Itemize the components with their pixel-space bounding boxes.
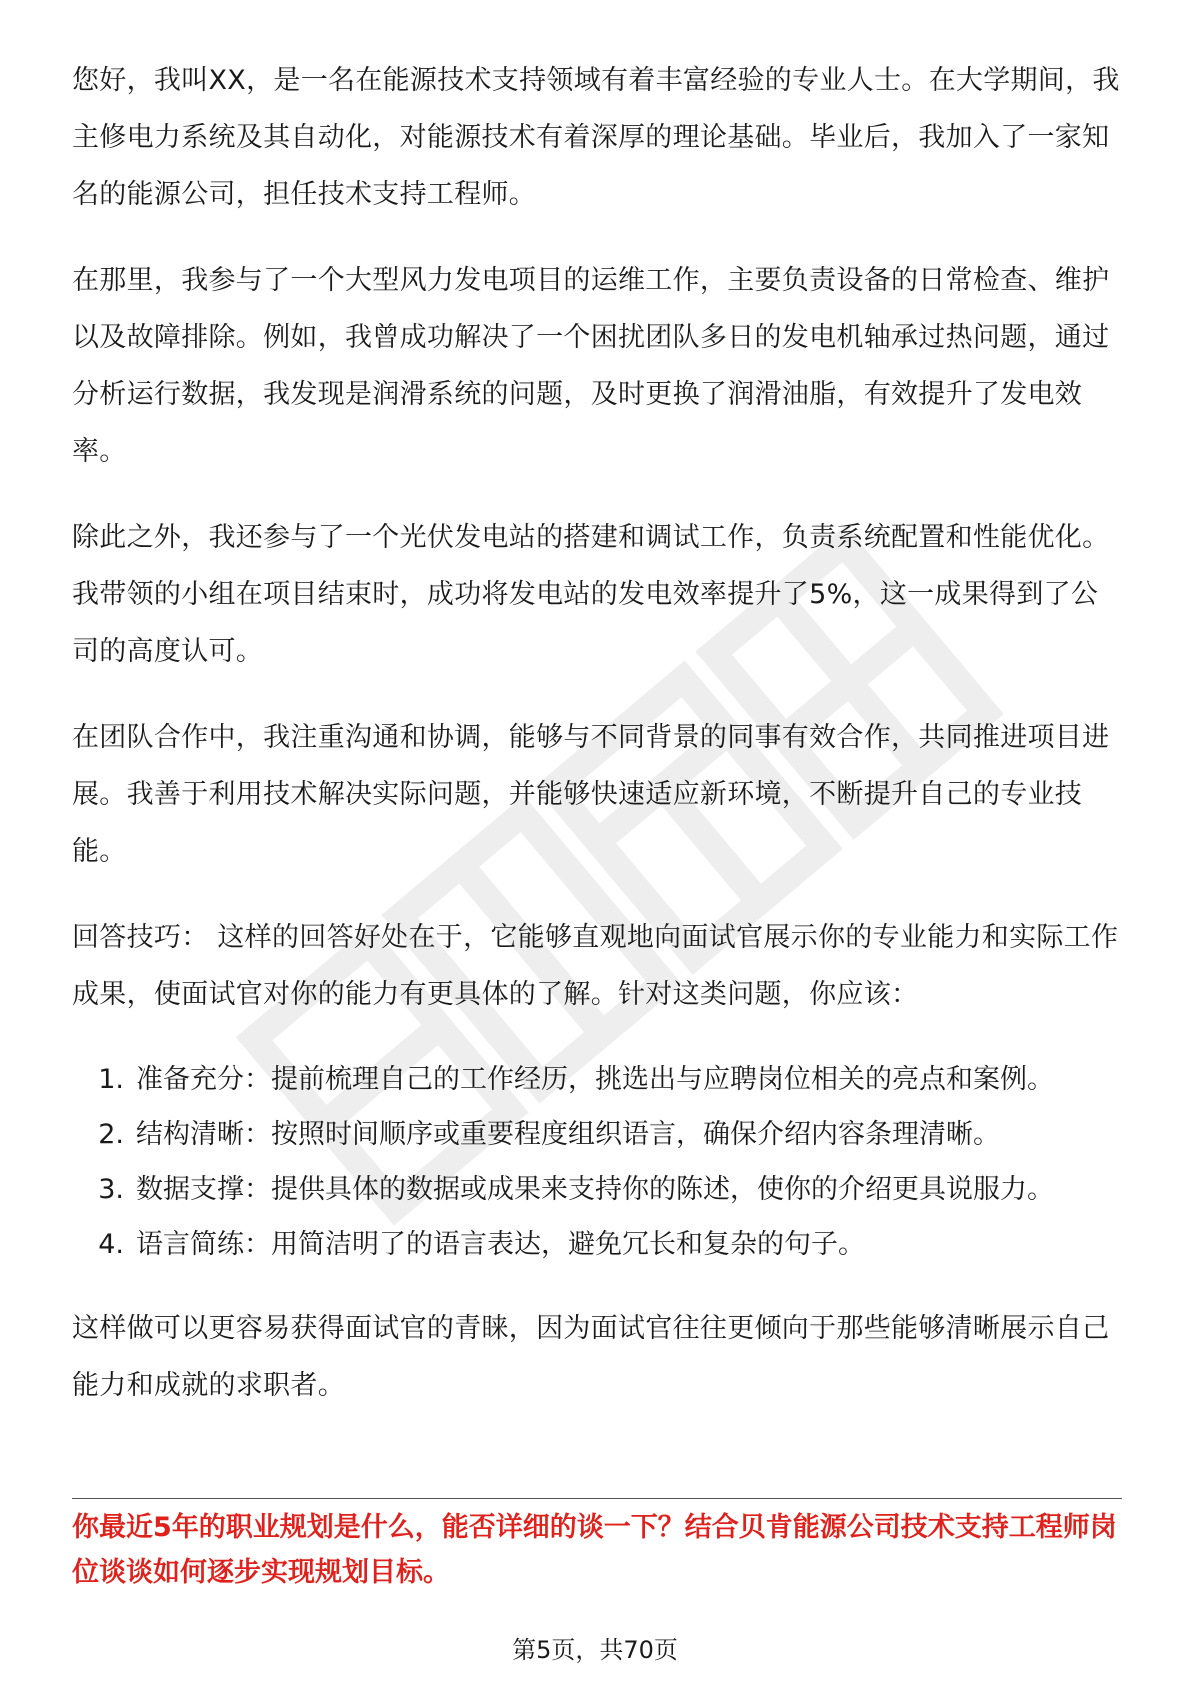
list-item	[72, 1052, 1122, 1107]
list-item	[72, 1217, 1122, 1272]
list-item	[72, 1162, 1122, 1217]
teamwork-paragraph: 在团队合作中，我注重沟通和协调，能够与不同背景的同事有效合作，共同推进项目进展。我善于利用技术解决实际问题，并能够快速适应新环境，不断提升自己的专业技能。	[72, 722, 1110, 867]
list-item	[72, 1107, 1122, 1162]
intro-paragraph: 您好，我叫XX，是一名在能源技术支持领域有着丰富经验的专业人士。在大学期间，我主修电力系统及其自动化，对能源技术有着深厚的理论基础。毕业后，我加入了一家知名的能源公司，担任技术支持工程师。	[72, 65, 1120, 210]
tips-list	[72, 1052, 1122, 1272]
wind-project-paragraph: 在那里，我参与了一个大型风力发电项目的运维工作，主要负责设备的日常检查、维护以及故障排除。例如，我曾成功解决了一个困扰团队多日的发电机轴承过热问题，通过分析运行数据，我发现是润滑系统的问题，及时更换了润滑油脂，有效提升了发电效率。	[72, 265, 1110, 467]
section-divider	[72, 1498, 1122, 1499]
list-item-text: 数据支撑：提供具体的数据或成果来支持你的陈述，使你的介绍更具说服力。	[136, 1174, 1054, 1205]
list-item-text: 准备充分：提前梳理自己的工作经历，挑选出与应聘岗位相关的亮点和案例。	[136, 1064, 1054, 1095]
page-number: 第5页，共70页	[512, 1636, 678, 1664]
list-item-number: 2.	[98, 1119, 124, 1150]
list-item-number: 1.	[98, 1064, 124, 1095]
list-item-text: 结构清晰：按照时间顺序或重要程度组织语言，确保介绍内容条理清晰。	[136, 1119, 1000, 1150]
answer-tips-paragraph: 回答技巧： 这样的回答好处在于，它能够直观地向面试官展示你的专业能力和实际工作成果，使面试官对你的能力有更具体的了解。针对这类问题，你应该：	[72, 922, 1119, 1010]
next-question-heading: 你最近5年的职业规划是什么，能否详细的谈一下？结合贝肯能源公司技术支持工程师岗位谈谈如何逐步实现规划目标。	[72, 1512, 1117, 1588]
list-item-number: 4.	[98, 1229, 124, 1260]
list-item-number: 3.	[98, 1174, 124, 1205]
solar-project-paragraph: 除此之外，我还参与了一个光伏发电站的搭建和调试工作，负责系统配置和性能优化。我带领的小组在项目结束时，成功将发电站的发电效率提升了5%，这一成果得到了公司的高度认可。	[72, 522, 1110, 667]
list-item-text: 语言简练：用简洁明了的语言表达，避免冗长和复杂的句子。	[136, 1229, 865, 1260]
document-body	[72, 52, 1122, 1443]
closing-paragraph: 这样做可以更容易获得面试官的青睐，因为面试官往往更倾向于那些能够清晰展示自己能力和成就的求职者。	[72, 1313, 1110, 1401]
